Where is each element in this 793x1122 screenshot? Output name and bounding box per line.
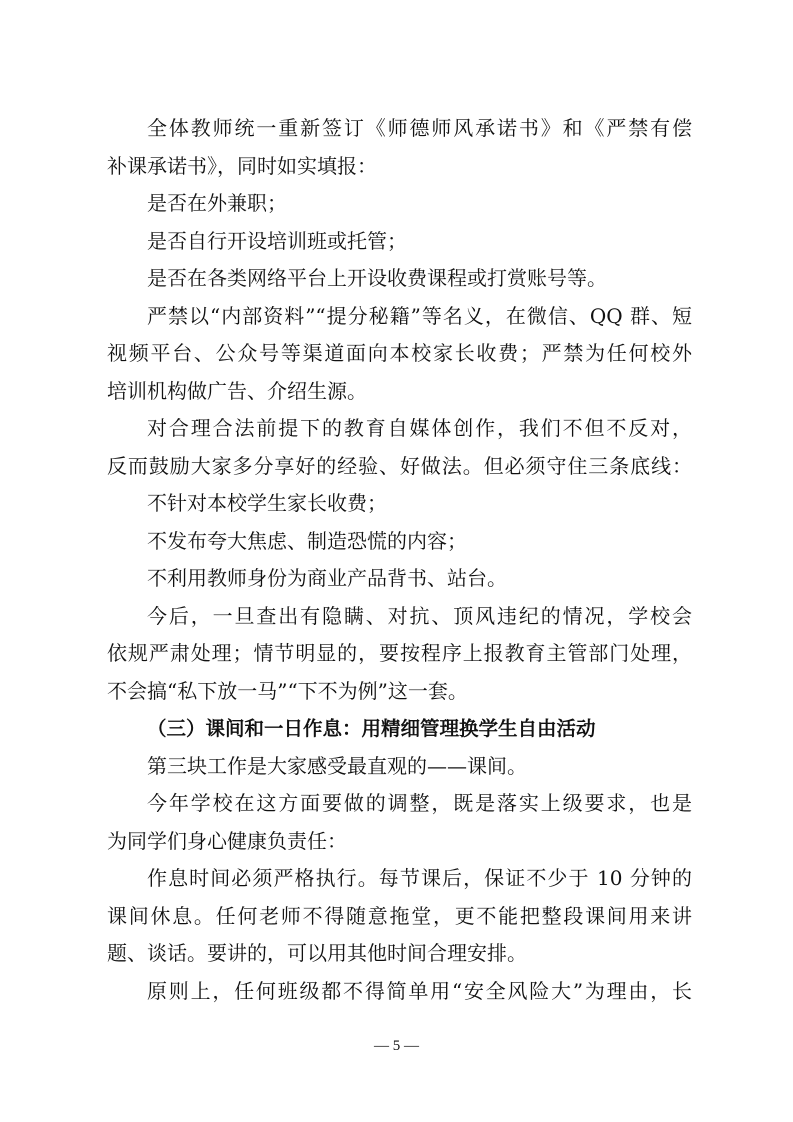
paragraph-line: 是否在各类网络平台上开设收费课程或打赏账号等。 <box>147 266 607 290</box>
paragraph-line: 不针对本校学生家长收费； <box>147 491 387 515</box>
paragraph-line: 不会搞“私下放一马”“下不为例”这一套。 <box>107 678 468 703</box>
paragraph-line: 全体教师统一重新签订《师德师风承诺书》和《严禁有偿 <box>147 116 692 140</box>
paragraph-line: 补课承诺书》，同时如实填报： <box>107 153 377 178</box>
paragraph-line: 不发布夸大焦虑、制造恐慌的内容； <box>147 528 467 553</box>
paragraph-line: 视频平台、公众号等渠道面向本校家长收费；严禁为任何校外 <box>107 341 692 365</box>
document-body <box>107 110 692 1010</box>
paragraph-line: 依规严肃处理；情节明显的，要按程序上报教育主管部门处理， <box>107 641 692 665</box>
paragraph-line: 对合理合法前提下的教育自媒体创作，我们不但不反对， <box>147 416 692 440</box>
paragraph-line: 为同学们身心健康负责任： <box>107 828 347 853</box>
paragraph-line: 今后，一旦查出有隐瞒、对抗、顶风违纪的情况，学校会 <box>147 603 692 628</box>
paragraph-line: 原则上，任何班级都不得简单用“安全风险大”为理由，长 <box>147 978 692 1003</box>
paragraph-line: 课间休息。任何老师不得随意拖堂，更不能把整段课间用来讲 <box>107 903 692 928</box>
paragraph-line: 是否在外兼职； <box>147 191 287 215</box>
paragraph-line: 反而鼓励大家多分享好的经验、好做法。但必须守住三条底线： <box>107 453 692 478</box>
paragraph-line: 第三块工作是大家感受最直观的——课间。 <box>147 753 527 778</box>
section-heading: （三）课间和一日作息：用精细管理换学生自由活动 <box>147 717 596 740</box>
paragraph-line: 今年学校在这方面要做的调整，既是落实上级要求，也是 <box>147 791 692 815</box>
paragraph-line: 严禁以“内部资料”“提分秘籍”等名义，在微信、QQ 群、短 <box>147 303 692 328</box>
paragraph-line: 作息时间必须严格执行。每节课后，保证不少于 10 分钟的 <box>147 866 692 890</box>
paragraph-line: 培训机构做广告、介绍生源。 <box>107 378 367 403</box>
paragraph-line: 是否自行开设培训班或托管； <box>147 228 407 253</box>
page-number: — 5 — <box>374 1038 419 1054</box>
paragraph-line: 不利用教师身份为商业产品背书、站台。 <box>147 566 507 590</box>
paragraph-line: 题、谈话。要讲的，可以用其他时间合理安排。 <box>107 941 527 965</box>
